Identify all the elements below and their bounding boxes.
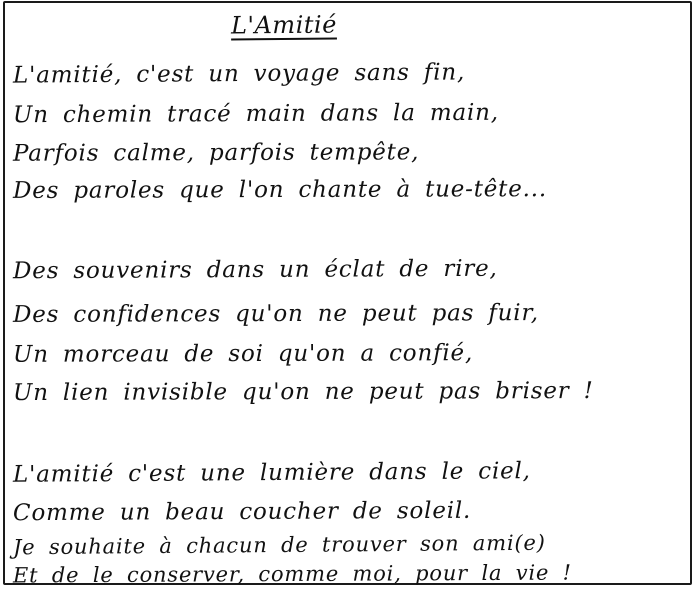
poem-line: L'amitié, c'est un voyage sans fin, [12,59,466,89]
poem-line: Et de le conserver, comme moi, pour la vie ! [12,560,572,588]
poem-sheet [3,1,692,588]
poem-line: Des souvenirs dans un éclat de rire, [12,255,498,285]
poem-line: Comme un beau coucher de soleil. [12,497,472,527]
poem-title: L'Amitié [230,10,337,40]
poem-line: L'amitié c'est une lumière dans le ciel, [12,458,531,488]
poem-line: Parfois calme, parfois tempête, [12,139,420,167]
poem-line: Des paroles que l'on chante à tue-tête... [12,176,547,204]
poem-line: Un chemin tracé main dans la main, [12,99,499,129]
poem-line: Je souhaite à chacun de trouver son ami(e) [12,530,546,560]
poem-line: Un morceau de soi qu'on a confié, [12,340,474,368]
poem-line: Des confidences qu'on ne peut pas fuir, [12,300,539,328]
poem-line: Un lien invisible qu'on ne peut pas briser ! [12,377,594,407]
